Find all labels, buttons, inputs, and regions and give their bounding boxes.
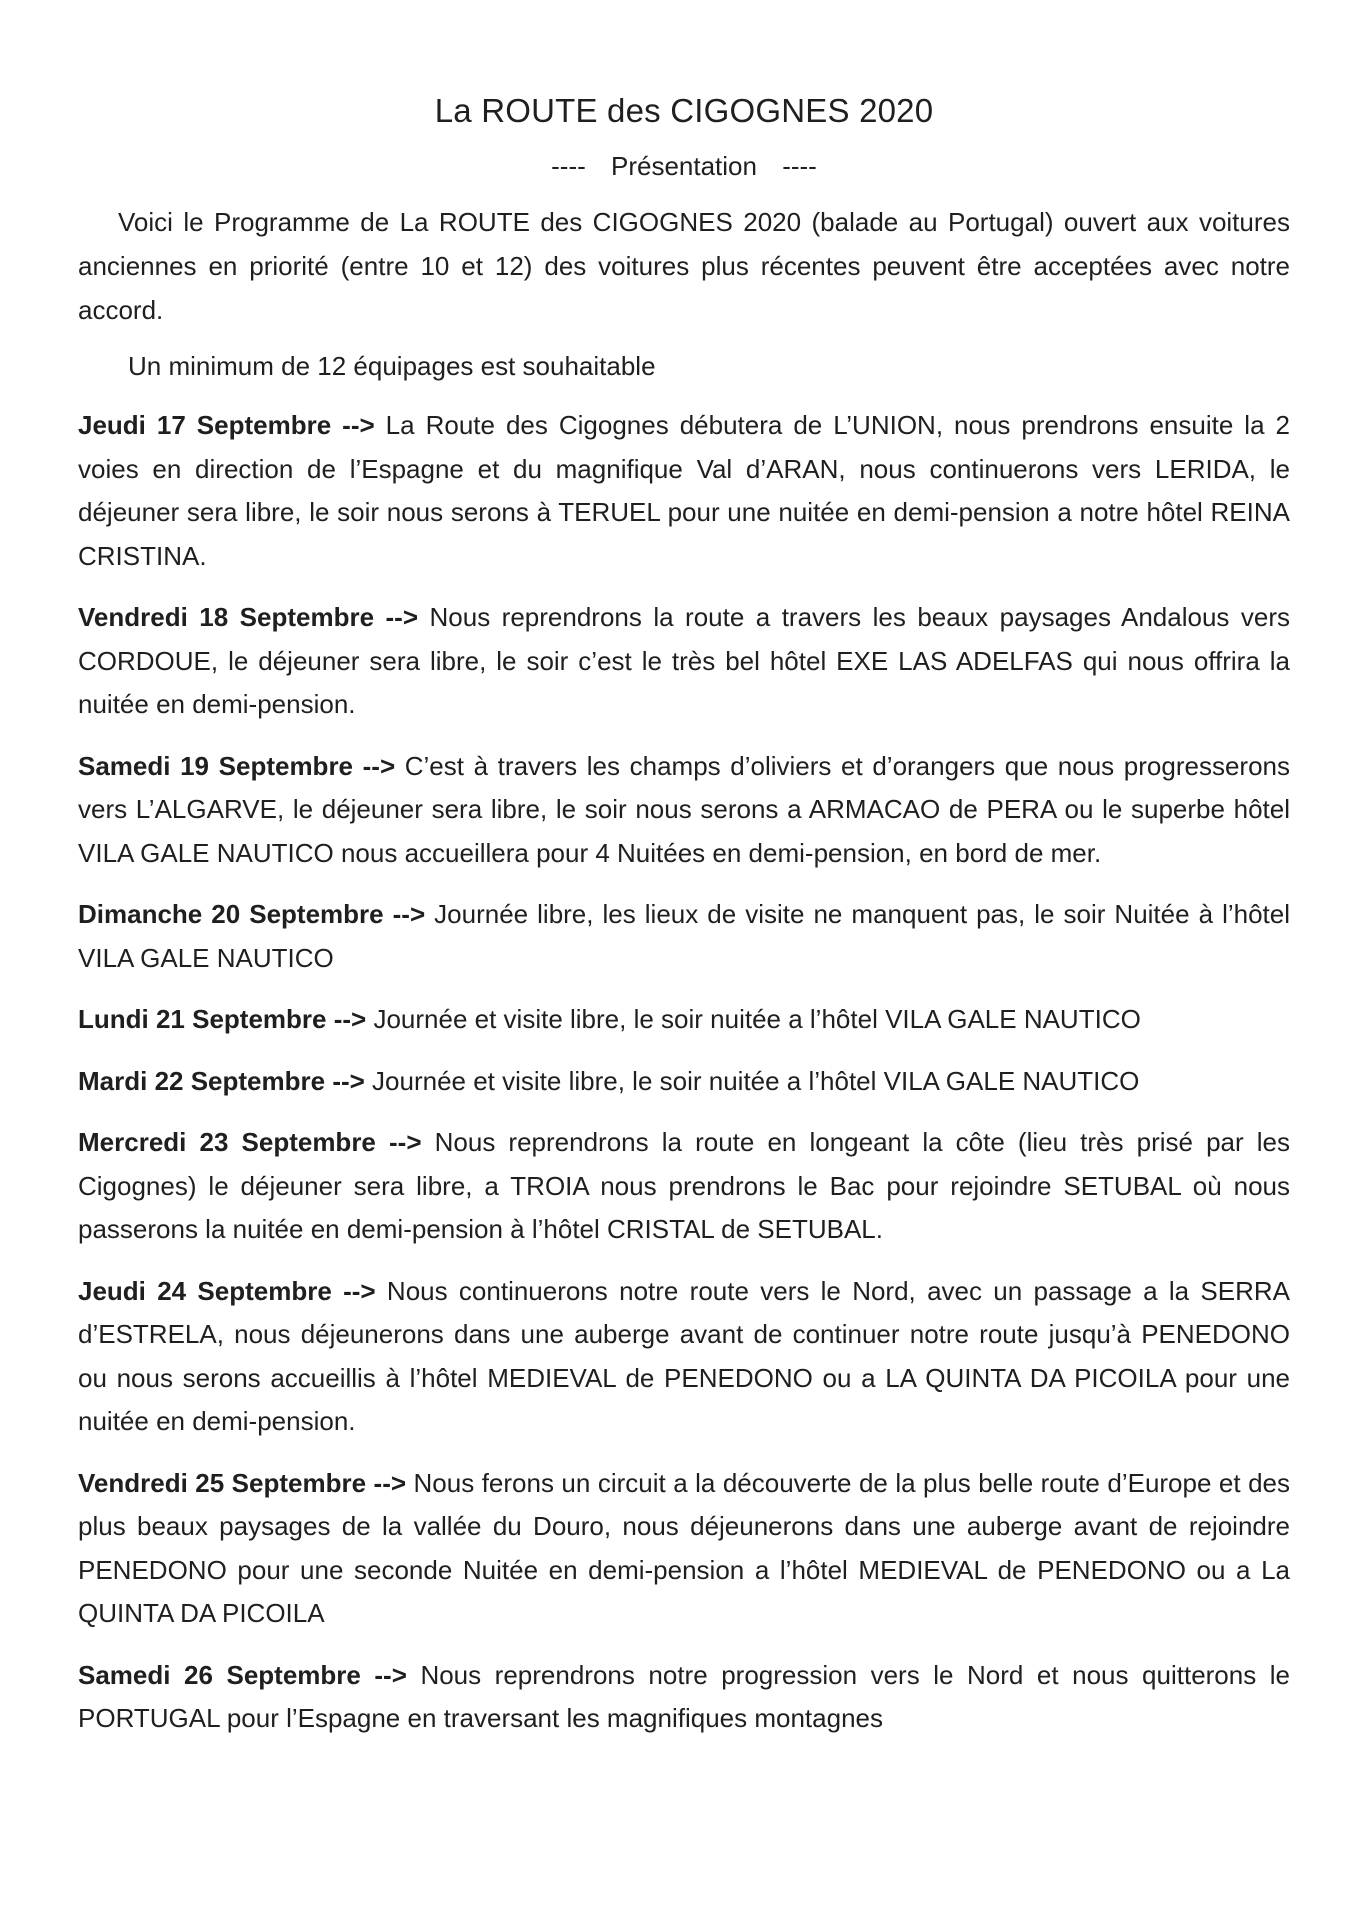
day-text: Journée et visite libre, le soir nuitée a l’hôtel VILA GALE NAUTICO <box>364 1065 1140 1096</box>
day-entry-18 <box>78 596 1290 727</box>
day-label: Mardi 22 Septembre --> <box>78 1065 365 1096</box>
day-entry-24 <box>78 1270 1290 1444</box>
document-content <box>78 88 1290 1759</box>
day-entry-22 <box>78 1060 1290 1104</box>
day-entry-23 <box>78 1121 1290 1252</box>
day-label: Samedi 19 Septembre --> <box>78 750 396 781</box>
day-text: Journée libre, les lieux de visite ne manquent pas, le soir Nuitée à l’hôtel VILA GALE NAUTICO <box>78 899 1291 973</box>
day-text: La Route des Cigognes débutera de L’UNION, nous prendrons ensuite la 2 voies en direction de l’Espagne et du magnifique Val d’ARAN, nous continuerons vers LERIDA, le déjeuner sera libre, le soir nous serons à TERUEL pour une nuitée en demi-pension a notre hôtel REINA CRISTINA. <box>78 410 1290 571</box>
day-text: Journée et visite libre, le soir nuitée a l’hôtel VILA GALE NAUTICO <box>366 1004 1141 1034</box>
day-entry-25 <box>78 1462 1290 1636</box>
day-entry-26 <box>78 1654 1290 1741</box>
day-label: Jeudi 17 Septembre --> <box>78 410 375 440</box>
day-text: Nous ferons un circuit a la découverte de la plus belle route d’Europe et des plus beaux paysages de la vallée du Douro, nous déjeunerons dans une auberge avant de rejoindre PENEDONO pour une seconde Nuitée en demi-pension a l’hôtel MEDIEVAL de PENEDONO ou a La QUINTA DA PICOILA <box>78 1467 1290 1628</box>
day-label: Mercredi 23 Septembre --> <box>78 1127 422 1157</box>
day-label: Vendredi 25 Septembre --> <box>78 1467 407 1498</box>
day-entry-20 <box>78 893 1290 980</box>
intro-paragraph: Voici le Programme de La ROUTE des CIGOGNES 2020 (balade au Portugal) ouvert aux voitures anciennes en priorité (entre 10 et 12) des voitures plus récentes peuvent être acceptées avec notre accord. <box>78 207 1290 325</box>
day-label: Vendredi 18 Septembre --> <box>78 602 419 632</box>
day-text: Nous reprendrons notre progression vers le Nord et nous quitterons le PORTUGAL pour l’Espagne en traversant les magnifiques montagnes <box>78 1659 1290 1733</box>
document-subtitle: ---- Présentation ---- <box>551 151 817 181</box>
intro-paragraph: Un minimum de 12 équipages est souhaitable <box>128 351 656 381</box>
day-text: C’est à travers les champs d’oliviers et d’orangers que nous progresserons vers L’ALGARVE, le déjeuner sera libre, le soir nous serons a ARMACAO de PERA ou le superbe hôtel VILA GALE NAUTICO nous accueillera pour 4 Nuitées en demi-pension, en bord de mer. <box>78 750 1290 868</box>
day-label: Samedi 26 Septembre --> <box>78 1659 407 1690</box>
day-text: Nous continuerons notre route vers le Nord, avec un passage a la SERRA d’ESTRELA, nous déjeunerons dans une auberge avant de continuer notre route jusqu’à PENEDONO ou nous serons accueillis à l’hôtel MEDIEVAL de PENEDONO ou a LA QUINTA DA PICOILA pour une nuitée en demi-pension. <box>78 1275 1290 1436</box>
day-text: Nous reprendrons la route a travers les beaux paysages Andalous vers CORDOUE, le déjeuner sera libre, le soir c’est le très bel hôtel EXE LAS ADELFAS qui nous offrira la nuitée en demi-pension. <box>78 602 1290 719</box>
day-entry-21 <box>78 998 1290 1042</box>
day-entry-17 <box>78 404 1290 578</box>
day-label: Dimanche 20 Septembre --> <box>78 899 426 929</box>
day-label: Lundi 21 Septembre --> <box>78 1004 367 1034</box>
day-text: Nous reprendrons la route en longeant la côte (lieu très prisé par les Cigognes) le déjeuner sera libre, a TROIA nous prendrons le Bac pour rejoindre SETUBAL où nous passerons la nuitée en demi-pension à l’hôtel CRISTAL de SETUBAL. <box>78 1127 1291 1244</box>
day-label: Jeudi 24 Septembre --> <box>78 1275 376 1306</box>
document-title: La ROUTE des CIGOGNES 2020 <box>434 92 934 129</box>
day-entry-19 <box>78 745 1290 876</box>
